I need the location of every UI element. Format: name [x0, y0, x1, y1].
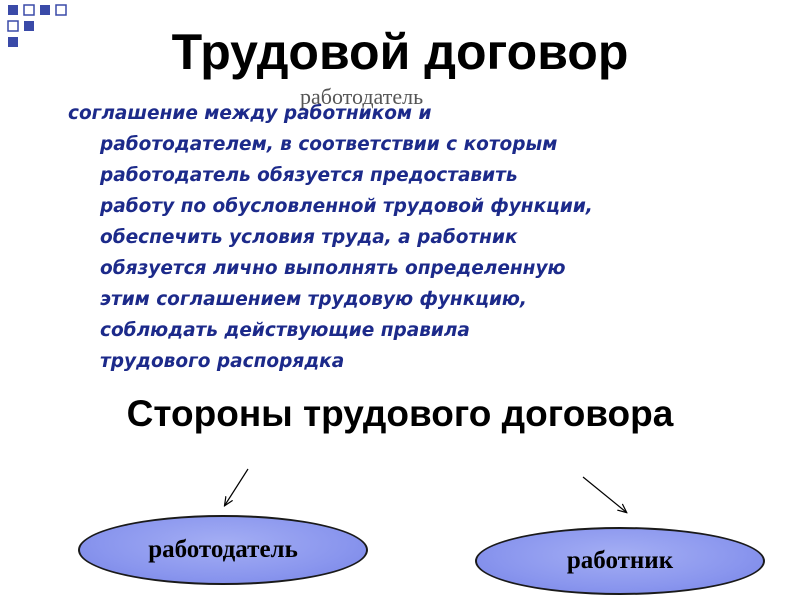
party-employer-oval: [78, 515, 368, 585]
definition-line: работу по обусловленной трудовой функции,: [100, 196, 593, 217]
arrow-down-left-icon: [225, 469, 248, 505]
definition-line: этим соглашением трудовую функцию,: [100, 289, 527, 310]
definition-line: обеспечить условия труда, а работник: [100, 227, 518, 248]
definition-line: соблюдать действующие правила: [100, 320, 470, 341]
party-employer-label: работодатель: [148, 536, 298, 563]
definition-line: работодателем, в соответствии с которым: [100, 134, 558, 155]
definition-line: трудового распорядка: [100, 351, 345, 372]
party-employee-label: работник: [566, 547, 674, 574]
arrow-down-right-icon: [583, 477, 626, 512]
definition-line: работодатель обязуется предоставить: [100, 165, 518, 186]
definition-text: [68, 98, 748, 377]
definition-line: соглашение между работником и: [68, 103, 432, 124]
party-employee-oval: [475, 527, 765, 595]
parties-subtitle: Стороны трудового договора: [126, 393, 674, 434]
slide-title: Трудовой договор: [171, 24, 629, 80]
overlapping-ghost-text: работодатель: [300, 84, 424, 109]
definition-line: обязуется лично выполнять определенную: [100, 258, 566, 279]
